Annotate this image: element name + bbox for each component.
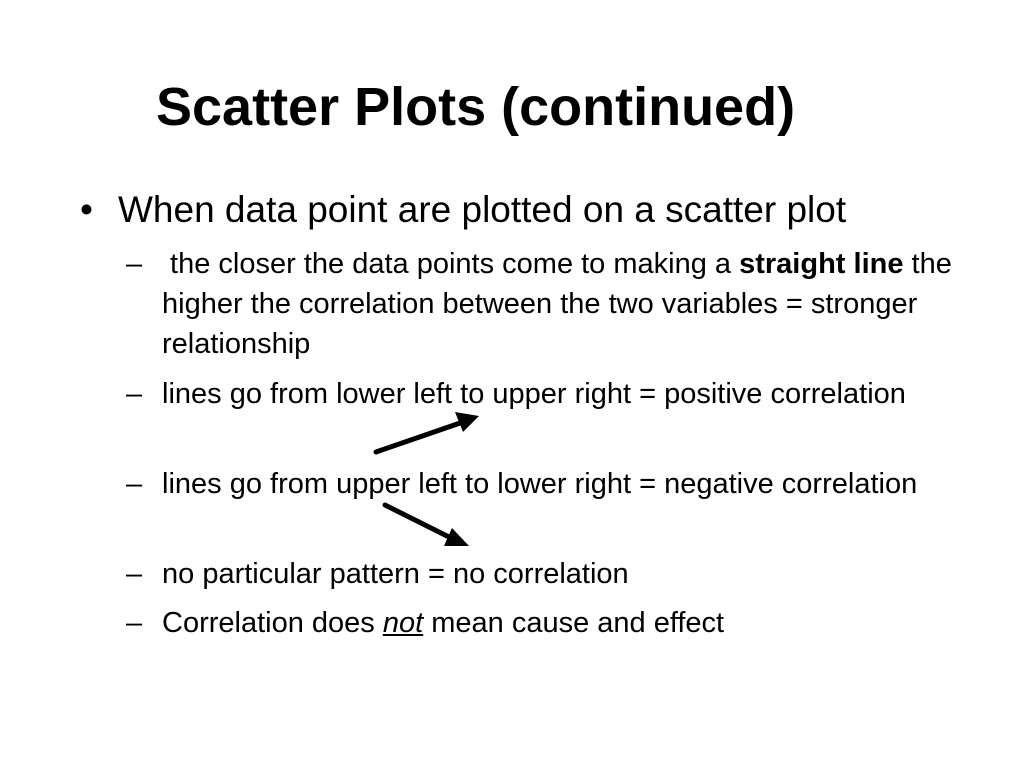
subpoint-positive bbox=[126, 374, 986, 414]
subpoint-text: lines go from upper left to lower right = negative correlation bbox=[162, 468, 918, 500]
emphasis-not: not bbox=[382, 607, 424, 639]
arrow-down-right-icon bbox=[385, 505, 469, 546]
subpoint-negative bbox=[126, 464, 986, 504]
bold-phrase: straight line bbox=[739, 248, 904, 280]
main-bullet bbox=[80, 186, 980, 234]
subpoint-text: lines go from lower left to upper right = positive correlation bbox=[162, 378, 906, 410]
subpoint-straight-line bbox=[126, 244, 986, 364]
subpoint-text bbox=[162, 244, 986, 364]
main-bullet-text: When data point are plotted on a scatter plot bbox=[118, 189, 847, 230]
arrow-up-right-icon bbox=[376, 412, 479, 452]
subpoint-text-part: mean cause and effect bbox=[423, 607, 725, 639]
bullet-marker: • bbox=[80, 189, 93, 230]
dash-marker: – bbox=[126, 248, 143, 280]
subpoint-text bbox=[162, 603, 986, 643]
dash-marker: – bbox=[126, 378, 143, 410]
dash-marker: – bbox=[126, 607, 143, 639]
subpoint-causation bbox=[126, 603, 986, 643]
subpoint-text: no particular pattern = no correlation bbox=[162, 558, 629, 590]
subpoint-text-part: Correlation does bbox=[162, 607, 383, 639]
dash-marker: – bbox=[126, 558, 143, 590]
subpoint-text-part: the higher the correlation between the two variables = stronger relationship bbox=[162, 248, 952, 360]
subpoint-text-part: the closer the data points come to making a bbox=[162, 248, 740, 280]
subpoint-none bbox=[126, 554, 986, 594]
slide-title: Scatter Plots (continued) bbox=[156, 77, 796, 137]
dash-marker: – bbox=[126, 468, 143, 500]
